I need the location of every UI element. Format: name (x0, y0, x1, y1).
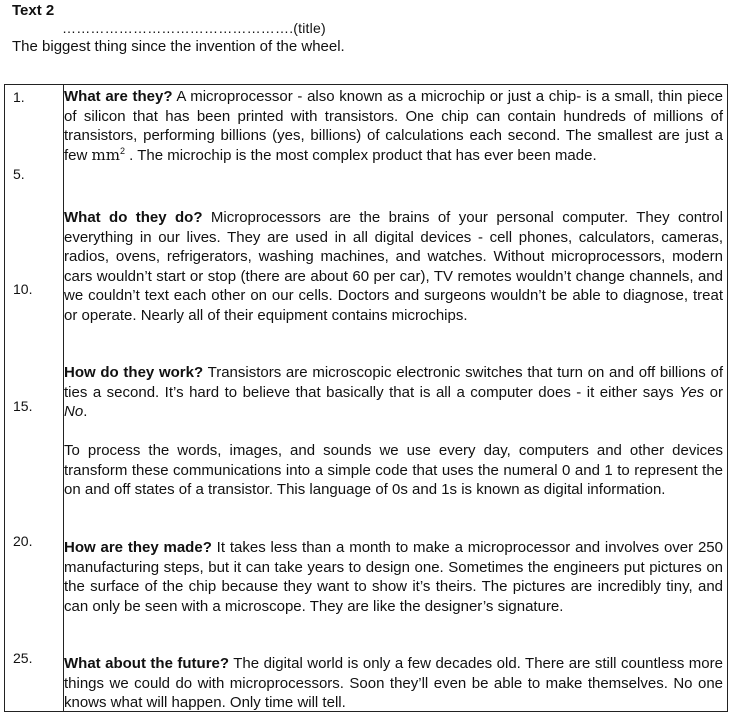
paragraph-text: A microprocessor - also known as a microchip or just a chip- is a small, thin piece of silicon that has been printed with transistors. One chip can contain hundreds of millions of transistors, performing billions (yes, billions) of calculations each second. The smallest are just a few (64, 88, 723, 164)
paragraph-lead: What about the future? (64, 655, 230, 672)
word-yes: Yes (679, 383, 705, 401)
paragraph-digital-information (64, 441, 723, 500)
paragraph-lead: What are they? (64, 88, 173, 105)
paragraph-how-do-they-work (64, 363, 723, 422)
line-number-10: 10. (13, 281, 33, 297)
paragraph-text: Microprocessors are the brains of your personal computer. They control everything in our lives. They are used in all digital devices - cell phones, calculators, cameras, radios, ovens, refrigerators, washing machines, and watches. Without microprocessors, modern cars wouldn’t start or stop (there are about 60 per car), TV remotes wouldn’t change channels, and we couldn’t text each other on our cells. Doctors and surgeons wouldn’t be able to diagnose, treat or operate. Nearly all of their equipment contains microchips. (64, 209, 723, 324)
paragraph-text: . (83, 403, 88, 420)
paragraph-what-do-they-do (64, 208, 723, 325)
paragraph-how-are-they-made (64, 538, 723, 616)
paragraph-lead: How do they work? (64, 364, 204, 381)
paragraph-text: . The microchip is the most complex product that has ever been made. (124, 146, 597, 164)
line-number-5: 5. (13, 166, 25, 182)
text-frame (4, 84, 728, 712)
unit-superscript: 2 (119, 145, 125, 156)
paragraph-text: The digital world is only a few decades old. There are still countless more things we could do with microprocessors. Soon they’ll even be able to make themselves. No one knows what will happen. Only time will tell. (64, 655, 723, 711)
subtitle: The biggest thing since the invention of the wheel. (12, 38, 345, 55)
paragraph-lead: What do they do? (64, 209, 203, 226)
paragraph-text: Transistors are microscopic electronic switches that turn on and off billions of ties a second. It’s hard to believe that basically that is all a computer does - it either says (64, 364, 723, 401)
paragraph-text: To process the words, images, and sounds we use every day, computers and other devices transform these communications into a simple code that uses the numeral 0 and 1 to represent the on and off states of a transistor. This language of 0s and 1s is known as digital information. (64, 442, 723, 498)
word-no: No (64, 403, 84, 420)
paragraph-text: or (704, 383, 723, 401)
line-number-15: 15. (13, 398, 33, 414)
title-blank-line: ………………………………………….(title) (62, 20, 326, 36)
paragraph-lead: How are they made? (64, 539, 212, 556)
line-number-20: 20. (13, 533, 33, 549)
unit-mm: mm (91, 145, 120, 164)
paragraph-what-about-the-future (64, 654, 723, 713)
line-number-25: 25. (13, 650, 33, 666)
paragraph-text: It takes less than a month to make a microprocessor and involves over 250 manufacturing steps, but it can take years to design one. Sometimes the engineers put pictures on the surface of the chip because they want to show it’s theirs. The pictures are incredibly tiny, and can only be seen with a microscope. They are like the designer’s signature. (64, 539, 723, 615)
paragraph-what-are-they (64, 87, 723, 165)
line-number-1: 1. (13, 89, 25, 105)
text-heading: Text 2 (12, 2, 55, 19)
